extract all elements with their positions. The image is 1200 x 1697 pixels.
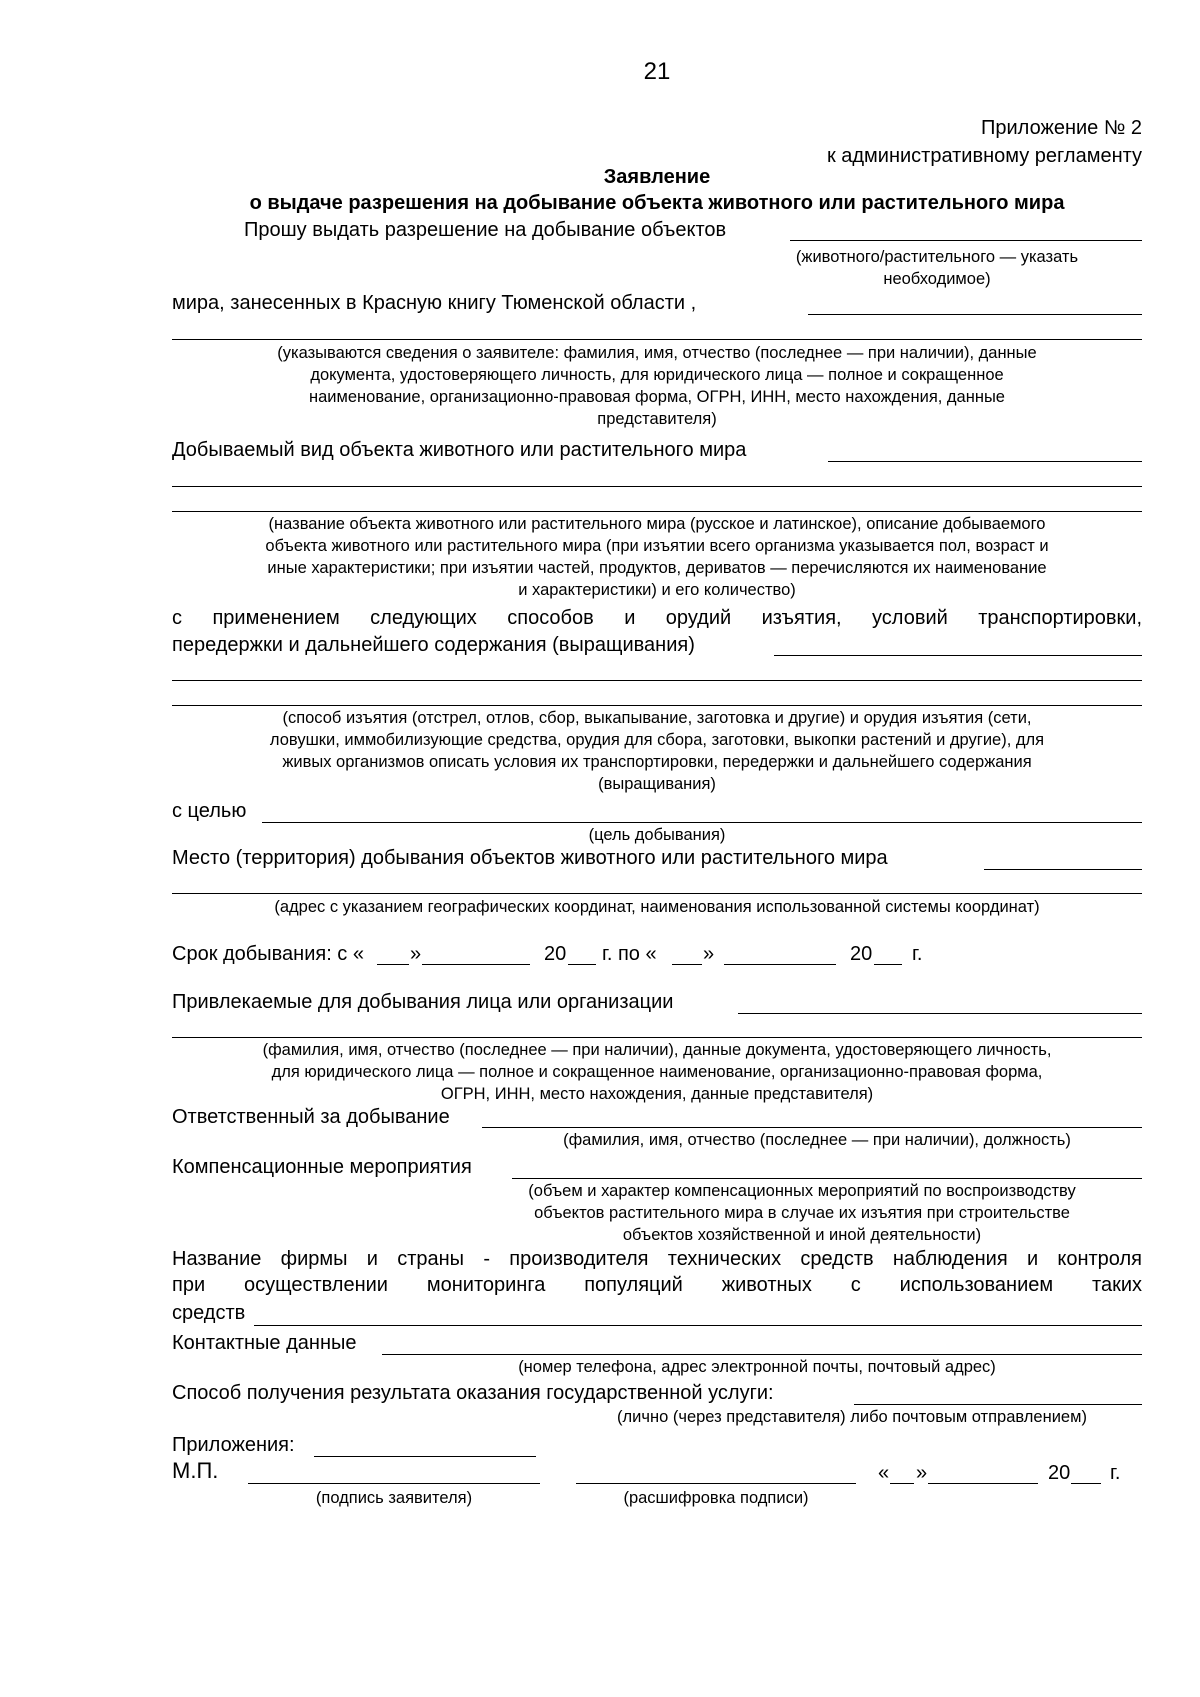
period-to-label: г. по « [602,943,657,965]
date-quote-open: « [878,1462,890,1484]
date-quote-close: » [916,1462,928,1484]
contacts-label: Контактные данные [172,1332,357,1354]
compensation-hint: (объем и характер компенсационных мероприятий по воспроизводству объектов растительного мира в случае их изъятия при строительстве объектов хозяйственной и иной деятельности) [528,1182,1076,1244]
firm-field[interactable] [254,1325,1142,1326]
attachments-field[interactable] [314,1456,536,1457]
appendix-line-1: Приложение № 2 [981,117,1142,139]
signature-hint: (подпись заявителя) [315,1489,473,1507]
methods-hint: (способ изъятия (отстрел, отлов, сбор, выкапывание, заготовка и другие) и орудия изъятия (сети, ловушки, иммобилизующие средства, орудия для сбора, заготовки, выкопки растений и другие), для живых организмов описать условия их транспортировки, передержки и дальнейшего содержания (выращивания) [269,709,1045,793]
request-line-2-field[interactable] [808,314,1142,315]
persons-field-2[interactable] [172,1037,1142,1038]
request-label: Прошу выдать разрешение на добывание объектов [244,219,727,241]
responsible-hint: (фамилия, имя, отчество (последнее — при наличии), должность) [563,1131,1071,1149]
species-label: Добываемый вид объекта животного или растительного мира [172,439,747,461]
firm-line-1: Название фирмы и страны - производителя технических средств наблюдения и контроля [172,1248,1142,1270]
signature-decoding-hint: (расшифровка подписи) [623,1489,809,1507]
period-to-day-field[interactable] [672,964,702,965]
period-to-month-field[interactable] [724,964,836,965]
attachments-label: Приложения: [172,1434,295,1456]
stamp-place-label: М.П. [172,1458,219,1483]
sign-day-field[interactable] [890,1483,914,1484]
compensation-field[interactable] [512,1178,1142,1179]
place-hint: (адрес с указанием географических координат, наименования использованной системы координат) [274,898,1040,916]
methods-line-1: с применением следующих способов и орудий изъятия, условий транспортировки, [172,607,1142,629]
period-year-2: 20 [850,943,873,965]
species-field-3[interactable] [172,511,1142,512]
methods-field-3[interactable] [172,705,1142,706]
period-year-1: 20 [544,943,567,965]
methods-field-2[interactable] [172,680,1142,681]
place-field[interactable] [984,869,1142,870]
period-quote-1: » [410,943,422,965]
methods-line-2: передержки и дальнейшего содержания (выращивания) [172,634,695,656]
form-title: Заявление [603,166,711,188]
page-number: 21 [643,58,671,85]
sign-year-suffix: г. [1110,1462,1121,1484]
persons-field[interactable] [738,1013,1142,1014]
persons-label: Привлекаемые для добывания лица или организации [172,991,674,1013]
purpose-label: с целью [172,800,247,822]
place-field-2[interactable] [172,893,1142,894]
request-line-2: мира, занесенных в Красную книгу Тюменской области , [172,292,697,314]
period-from-month-field[interactable] [422,964,530,965]
sign-year-field[interactable] [1071,1483,1101,1484]
request-object-field[interactable] [790,240,1142,241]
period-label: Срок добывания: с « [172,943,364,965]
species-field-2[interactable] [172,486,1142,487]
contacts-field[interactable] [382,1354,1142,1355]
sign-month-field[interactable] [928,1483,1038,1484]
compensation-label: Компенсационные мероприятия [172,1156,472,1178]
delivery-hint: (лично (через представителя) либо почтовым отправлением) [617,1408,1087,1426]
species-field[interactable] [828,461,1142,462]
signature-field[interactable] [248,1483,540,1484]
persons-hint: (фамилия, имя, отчество (последнее — при наличии), данные документа, удостоверяющего личность, для юридического лица — полное и сокращенное наименование, организационно-правовая форма, ОГРН, ИНН, место нахождения, данные представителя) [262,1041,1052,1103]
request-object-hint: (животного/растительного — указать необходимое) [795,248,1079,288]
appendix-reference [827,114,1142,170]
responsible-field[interactable] [482,1127,1142,1128]
applicant-field[interactable] [172,339,1142,340]
form-subtitle: о выдаче разрешения на добывание объекта животного или растительного мира [249,192,1065,214]
period-quote-2: » [703,943,715,965]
appendix-line-2: к административному регламенту [826,145,1142,167]
applicant-hint: (указываются сведения о заявителе: фамилия, имя, отчество (последнее — при наличии), данные документа, удостоверяющего личность, для юридического лица — полное и сокращенное наименование, организационно-правовая форма, ОГРН, ИНН, место нахождения, данные представителя) [277,344,1037,428]
period-from-year-field[interactable] [568,964,596,965]
place-label: Место (территория) добывания объектов животного или растительного мира [172,847,888,869]
period-from-day-field[interactable] [377,964,409,965]
application-form-page [172,0,1142,1697]
purpose-hint: (цель добывания) [588,826,726,844]
signature-decoding-field[interactable] [576,1483,856,1484]
period-to-year-field[interactable] [874,964,902,965]
sign-year-prefix: 20 [1048,1462,1071,1484]
species-hint: (название объекта животного или растительного мира (русское и латинское), описание добываемого объекта животного или растительного мира (при изъятии всего организма указывается пол, возраст и иные характеристики; при изъятии частей, продуктов, дериватов — перечисляются их наименование и характеристики) и его количество) [265,515,1049,599]
period-end: г. [912,943,923,965]
responsible-label: Ответственный за добывание [172,1106,450,1128]
firm-line-2: при осуществлении мониторинга популяций животных с использованием таких [172,1274,1142,1296]
firm-line-3: средств [172,1302,246,1324]
delivery-label: Способ получения результата оказания государственной услуги: [172,1382,774,1404]
purpose-field[interactable] [262,822,1142,823]
methods-field[interactable] [774,655,1142,656]
delivery-field[interactable] [854,1404,1142,1405]
contacts-hint: (номер телефона, адрес электронной почты, почтовый адрес) [518,1358,996,1376]
